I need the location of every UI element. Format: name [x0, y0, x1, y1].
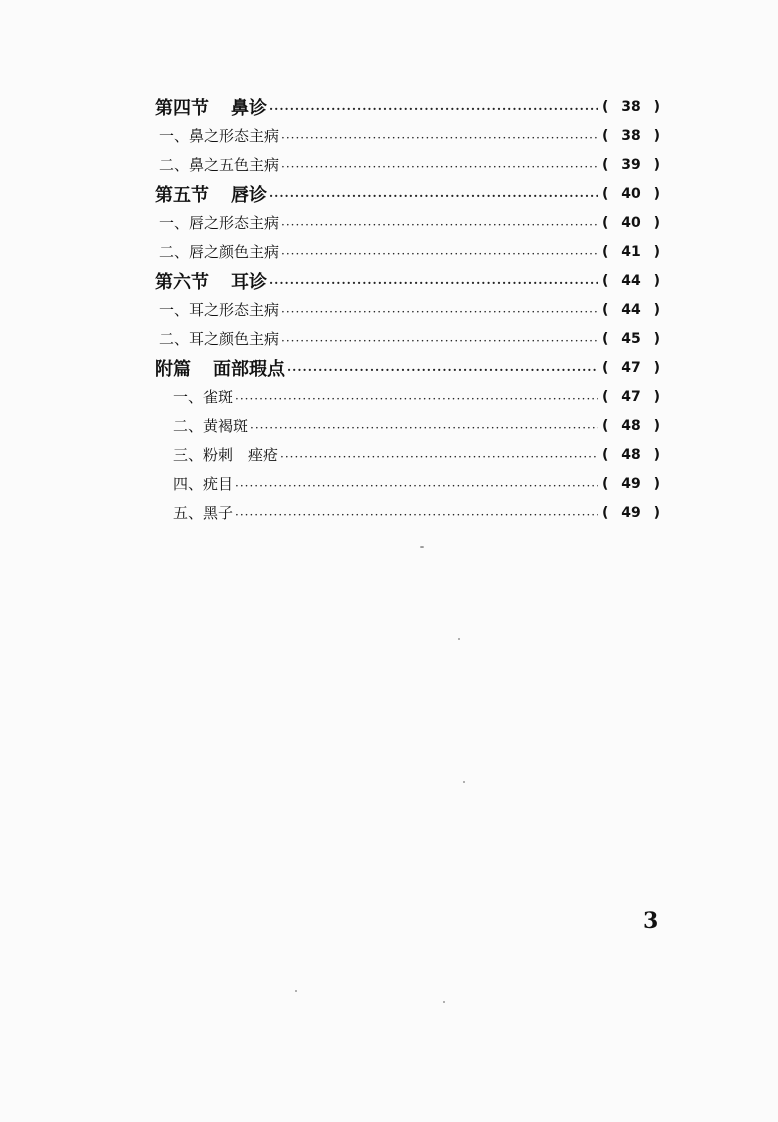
- entry-title: 一、耳之形态主病: [159, 301, 280, 319]
- dot-leader: [281, 161, 598, 173]
- page-ref-number: 40: [621, 185, 641, 202]
- dot-leader: [235, 393, 598, 405]
- toc-section-6[interactable]: [155, 266, 660, 295]
- entry-title: 一、唇之形态主病: [159, 214, 280, 232]
- page-ref-number: 47: [621, 388, 641, 405]
- section-title: 耳诊: [231, 271, 267, 293]
- entry-title: 二、鼻之五色主病: [159, 156, 280, 174]
- page-ref-number: 39: [621, 156, 641, 173]
- page-ref: ( 49 ): [602, 475, 660, 492]
- page-ref-number: 44: [621, 272, 641, 289]
- dot-leader: [281, 132, 598, 144]
- page-ref-number: 47: [621, 359, 641, 376]
- entry-title: 二、耳之颜色主病: [159, 330, 280, 348]
- dot-leader: [269, 190, 598, 202]
- page-ref: ( 45 ): [602, 330, 660, 347]
- toc-section-4[interactable]: [155, 92, 660, 121]
- page-ref: ( 44 ): [602, 272, 660, 289]
- scan-speck: [443, 1001, 445, 1003]
- section-number: 第四节: [155, 97, 209, 119]
- toc-entry[interactable]: [155, 382, 660, 411]
- page-ref: ( 38 ): [602, 98, 660, 115]
- toc-entry[interactable]: [155, 440, 660, 469]
- page-ref: ( 49 ): [602, 504, 660, 521]
- toc-entry[interactable]: [155, 498, 660, 527]
- page-ref: ( 48 ): [602, 417, 660, 434]
- toc-appendix[interactable]: [155, 353, 660, 382]
- entry-title: 一、雀斑: [173, 388, 234, 406]
- section-number: 第六节: [155, 271, 209, 293]
- page-ref: ( 40 ): [602, 214, 660, 231]
- entry-title: 五、黑子: [173, 504, 234, 522]
- toc-entry[interactable]: [155, 150, 660, 179]
- page-ref-number: 45: [621, 330, 641, 347]
- page-ref-number: 38: [621, 127, 641, 144]
- dot-leader: [269, 103, 598, 115]
- toc-entry[interactable]: [155, 469, 660, 498]
- dot-leader: [287, 364, 598, 376]
- toc-entry[interactable]: [155, 208, 660, 237]
- page-ref: ( 41 ): [602, 243, 660, 260]
- page-ref: ( 47 ): [602, 388, 660, 405]
- section-number: 附篇: [155, 358, 191, 380]
- dot-leader: [280, 451, 598, 463]
- page-ref-number: 49: [621, 475, 641, 492]
- dot-leader: [281, 248, 598, 260]
- dot-leader: [281, 335, 598, 347]
- page-ref: ( 40 ): [602, 185, 660, 202]
- page-ref-number: 44: [621, 301, 641, 318]
- section-title: 唇诊: [231, 184, 267, 206]
- page-ref-number: 41: [621, 243, 641, 260]
- dot-leader: [235, 480, 598, 492]
- dot-leader: [281, 219, 598, 231]
- page-ref-number: 40: [621, 214, 641, 231]
- section-number: 第五节: [155, 184, 209, 206]
- scan-speck: [295, 990, 297, 992]
- entry-title: 二、唇之颜色主病: [159, 243, 280, 261]
- toc-entry[interactable]: [155, 295, 660, 324]
- toc-section-5[interactable]: [155, 179, 660, 208]
- entry-title: 一、鼻之形态主病: [159, 127, 280, 145]
- toc-entry[interactable]: [155, 121, 660, 150]
- page-ref: ( 47 ): [602, 359, 660, 376]
- toc-entry[interactable]: [155, 324, 660, 353]
- entry-title: 三、粉刺 痤疮: [173, 446, 279, 464]
- table-of-contents: [155, 92, 660, 527]
- scan-speck: [420, 546, 424, 548]
- page-ref: ( 44 ): [602, 301, 660, 318]
- page-ref-number: 48: [621, 417, 641, 434]
- entry-title: 二、黄褐斑: [173, 417, 249, 435]
- toc-entry[interactable]: [155, 411, 660, 440]
- dot-leader: [281, 306, 598, 318]
- scan-speck: [463, 781, 465, 783]
- dot-leader: [250, 422, 598, 434]
- page-ref: ( 38 ): [602, 127, 660, 144]
- entry-title: 四、疣目: [173, 475, 234, 493]
- section-title: 面部瑕点: [213, 358, 285, 380]
- toc-entry[interactable]: [155, 237, 660, 266]
- page-ref: ( 39 ): [602, 156, 660, 173]
- dot-leader: [269, 277, 598, 289]
- page-ref-number: 38: [621, 98, 641, 115]
- page-ref-number: 49: [621, 504, 641, 521]
- page-number: 3: [643, 908, 659, 934]
- dot-leader: [235, 509, 598, 521]
- page-ref: ( 48 ): [602, 446, 660, 463]
- scan-speck: [458, 638, 460, 640]
- section-title: 鼻诊: [231, 97, 267, 119]
- page-ref-number: 48: [621, 446, 641, 463]
